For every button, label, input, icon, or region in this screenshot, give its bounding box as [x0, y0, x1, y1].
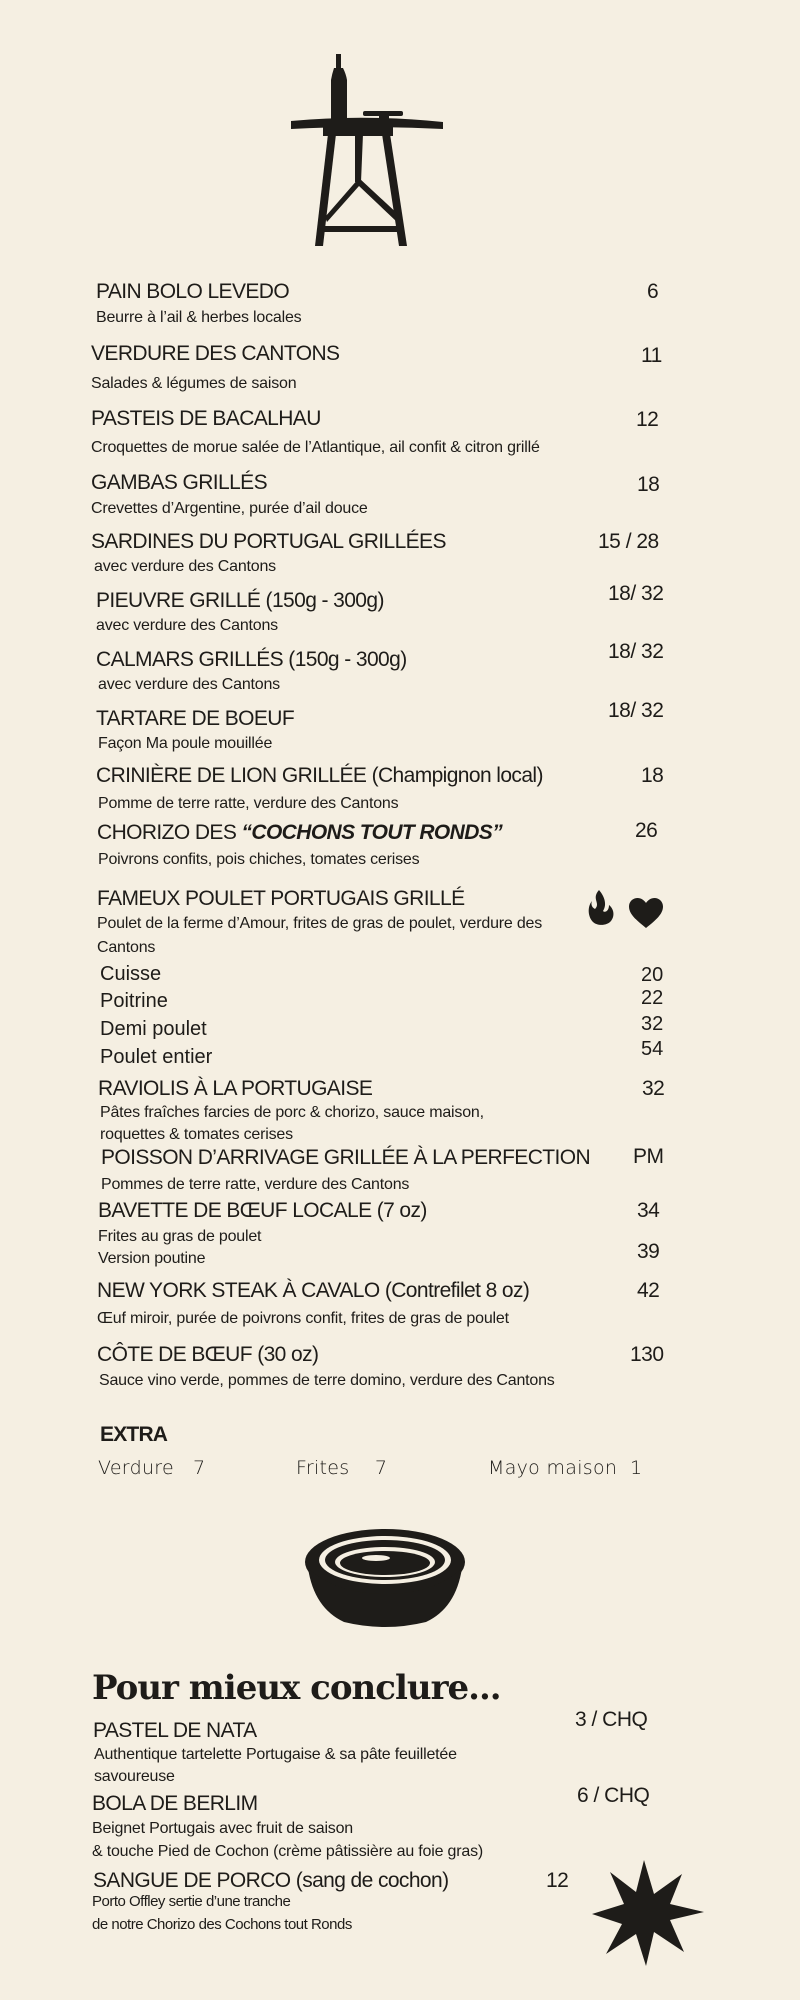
item-desc: Version poutine: [98, 1250, 206, 1267]
item-price: 18: [641, 764, 664, 787]
item-desc: Porto Offley sertie d’une tranche: [92, 1893, 291, 1910]
extra-price: 7: [193, 1457, 206, 1479]
item-desc: Œuf miroir, purée de poivrons confit, frites de gras de poulet: [97, 1310, 509, 1327]
poulet-option-price: 20: [641, 964, 664, 986]
item-desc: de notre Chorizo des Cochons tout Ronds: [92, 1916, 352, 1933]
item-desc: savoureuse: [94, 1768, 175, 1785]
table-with-bottle-icon: [285, 52, 445, 252]
star-icon: [590, 1858, 706, 1968]
item-desc: roquettes & tomates cerises: [100, 1126, 293, 1143]
item-price: 3 / CHQ: [575, 1708, 648, 1731]
poulet-desc-1: Poulet de la ferme d’Amour, frites de gras de poulet, verdure des: [97, 915, 543, 932]
pastel-de-nata-icon: [304, 1528, 466, 1628]
extra-item: [488, 1457, 642, 1479]
item-name-suffix: (sang de cochon): [295, 1869, 449, 1892]
item-name: [93, 1869, 448, 1893]
item-price: PM: [633, 1145, 664, 1168]
item-price: 12: [546, 1869, 569, 1892]
poulet-option-label: Poitrine: [100, 990, 168, 1012]
item-desc: Authentique tartelette Portugaise & sa pâte feuilletée: [94, 1746, 457, 1763]
item-desc: Frites au gras de poulet: [98, 1228, 262, 1245]
item-name: NEW YORK STEAK À CAVALO (Contrefilet 8 oz): [97, 1279, 530, 1302]
item-desc: Façon Ma poule mouillée: [98, 735, 273, 752]
poulet-desc-2: Cantons: [97, 939, 156, 956]
item-desc: avec verdure des Cantons: [96, 617, 278, 634]
item-price: 18/ 32: [608, 582, 664, 605]
poulet-option-price: 54: [641, 1038, 664, 1060]
item-name: TARTARE DE BOEUF: [96, 707, 295, 730]
poulet-option-label: Cuisse: [100, 963, 162, 985]
extra-item: [98, 1457, 205, 1479]
item-price: 11: [641, 344, 662, 367]
item-name: PASTEL DE NATA: [93, 1719, 257, 1742]
poulet-option-label: Demi poulet: [100, 1018, 207, 1040]
item-name: BOLA DE BERLIM: [92, 1792, 258, 1815]
item-desc: avec verdure des Cantons: [94, 558, 276, 575]
item-name-main: SANGUE DE PORCO: [93, 1869, 291, 1892]
item-name: BAVETTE DE BŒUF LOCALE (7 oz): [98, 1199, 427, 1222]
item-name: PASTEIS DE BACALHAU: [91, 407, 321, 430]
item-price: 6 / CHQ: [577, 1784, 650, 1807]
item-name: CRINIÈRE DE LION GRILLÉE (Champignon local): [96, 764, 543, 787]
item-name: PIEUVRE GRILLÉ (150g - 300g): [96, 589, 384, 612]
heart-icon: [628, 897, 664, 929]
extra-item: [296, 1457, 387, 1479]
poulet-option-label: Poulet entier: [100, 1046, 213, 1068]
item-name-prefix: CHORIZO DES: [97, 821, 242, 844]
item-name: CALMARS GRILLÉS (150g - 300g): [96, 648, 407, 671]
item-desc: Poivrons confits, pois chiches, tomates cerises: [98, 851, 420, 868]
item-price: 15 / 28: [598, 530, 659, 553]
item-desc: Pâtes fraîches farcies de porc & chorizo, sauce maison,: [100, 1104, 484, 1121]
item-price: 42: [637, 1279, 660, 1302]
extra-price: 1: [629, 1457, 643, 1479]
item-desc: & touche Pied de Cochon (crème pâtissière au foie gras): [92, 1843, 483, 1860]
poulet-name: FAMEUX POULET PORTUGAIS GRILLÉ: [97, 887, 465, 910]
item-desc: Crevettes d’Argentine, purée d’ail douce: [91, 500, 368, 517]
item-price: 12: [636, 408, 659, 431]
item-desc: Croquettes de morue salée de l’Atlantique, ail confit & citron grillé: [91, 439, 540, 456]
extra-label: Mayo maison: [488, 1457, 618, 1479]
extra-price: 7: [374, 1457, 388, 1479]
item-price: 32: [642, 1077, 665, 1100]
item-name: PAIN BOLO LEVEDO: [96, 280, 290, 303]
item-price: 26: [635, 819, 658, 842]
item-desc: Salades & légumes de saison: [91, 375, 297, 392]
item-price-alt: 39: [637, 1240, 660, 1263]
item-name: GAMBAS GRILLÉS: [91, 471, 267, 494]
item-price: 18/ 32: [608, 699, 664, 722]
item-desc: Beignet Portugais avec fruit de saison: [92, 1820, 354, 1837]
poulet-option-price: 32: [641, 1013, 664, 1035]
item-name: VERDURE DES CANTONS: [91, 342, 340, 365]
poulet-option-price: 22: [641, 987, 664, 1009]
item-name-emphasis: “COCHONS TOUT RONDS”: [241, 821, 503, 844]
flame-icon: [587, 889, 615, 927]
item-price: 18: [637, 473, 660, 496]
item-name: POISSON D’ARRIVAGE GRILLÉE À LA PERFECTION: [101, 1146, 591, 1169]
item-name: SARDINES DU PORTUGAL GRILLÉES: [91, 530, 446, 553]
item-name: CÔTE DE BŒUF (30 oz): [97, 1343, 319, 1366]
item-name: [97, 821, 502, 845]
item-price: 6: [647, 280, 659, 303]
item-name: RAVIOLIS À LA PORTUGAISE: [98, 1077, 373, 1100]
item-price: 130: [630, 1343, 664, 1366]
item-desc: Pomme de terre ratte, verdure des Cantons: [98, 795, 399, 812]
item-desc: Beurre à l’ail & herbes locales: [96, 309, 302, 326]
extra-label: Verdure: [98, 1457, 174, 1479]
item-desc: Sauce vino verde, pommes de terre domino, verdure des Cantons: [99, 1372, 555, 1389]
section-title: Pour mieux conclure...: [92, 1668, 501, 1708]
item-price: 34: [637, 1199, 660, 1222]
item-price: 18/ 32: [608, 640, 664, 663]
extra-title: EXTRA: [100, 1423, 168, 1446]
extra-label: Frites: [296, 1457, 350, 1479]
item-desc: Pommes de terre ratte, verdure des Cantons: [101, 1176, 410, 1193]
item-desc: avec verdure des Cantons: [98, 676, 280, 693]
